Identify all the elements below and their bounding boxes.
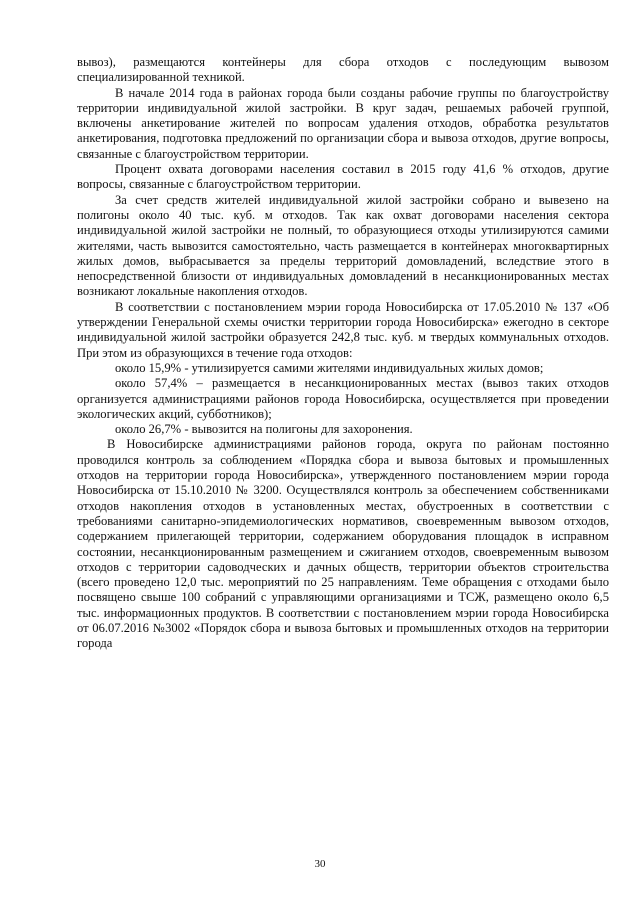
paragraph-4: За счет средств жителей индивидуальной жилой застройки собрано и вывезено на полигоны около 40 тыс. куб. м отходов. Так как охват договорами населения сектора индивидуальной жилой застройки не полный, то образующиеся отходы утилизируются самими жителями, часть вывозится самостоятельно, часть размещается в контейнерах многоквартирных жилых домов, выбрасывается за пределы территорий домовладений, вследствие этого в непосредственной близости от индивидуальных домовладений в несанкционированных местах возникают локальные накопления отходов. [77, 192, 609, 299]
document-body [77, 55, 609, 652]
paragraph-6: В Новосибирске администрациями районов города, округа по районам постоянно проводился контроль за соблюдением «Порядка сбора и вывоза бытовых и промышленных отходов на территории города Новосибирска», утвержденного постановлением мэрии города Новосибирска от 15.10.2010 № 3200. Осуществлялся контроль за обеспечением собственниками отходов накопления отходов в установленных местах, обустроенных в соответствии с требованиями санитарно-эпидемиологических нормативов, своевременным вывозом отходов, содержанием прилегающей территории, содержанием оборудования площадок в исправном состоянии, несанкционированным размещением и сжиганием отходов, своевременным вывозом отходов с территории садоводческих и дачных обществ, территории объектов строительства (всего проведено 12,0 тыс. мероприятий по 25 направлениям. Теме обращения с отходами было посвящено свыше 100 собраний с управляющими организациями и ТСЖ, размещено около 6,5 тыс. информационных продуктов. В соответствии с постановлением мэрии города Новосибирска от 06.07.2016 №3002 «Порядок сбора и вывоза бытовых и промышленных отходов на территории города [77, 437, 609, 651]
paragraph-5: В соответствии с постановлением мэрии города Новосибирска от 17.05.2010 № 137 «Об утверждении Генеральной схемы очистки территории города Новосибирска» ежегодно в секторе индивидуальной жилой застройки образуется 242,8 тыс. куб. м твердых коммунальных отходов. При этом из образующихся в течение года отходов: [77, 299, 609, 360]
paragraph-1: вывоз), размещаются контейнеры для сбора отходов с последующим вывозом специализированной техникой. [77, 55, 609, 85]
list-item-3: около 26,7% - вывозится на полигоны для захоронения. [115, 422, 413, 437]
list-item-1: около 15,9% - утилизируется самими жителями индивидуальных жилых домов; [115, 360, 544, 375]
list-item-2: около 57,4% – размещается в несанкционированных местах (вывоз таких отходов организуется администрациями районов города Новосибирска, осуществляется при проведении экологических акций, субботников); [77, 376, 609, 421]
paragraph-2: В начале 2014 года в районах города были созданы рабочие группы по благоустройству территории индивидуальной жилой застройки. В круг задач, решаемых рабочей группой, включены анкетирование жителей по вопросам удаления отходов, обработка результатов анкетирования, подготовка предложений по организации сбора и вывоза отходов, другие вопросы, связанные с благоустройством территории. [77, 85, 609, 161]
page-number: 30 [314, 858, 326, 870]
paragraph-3: Процент охвата договорами населения составил в 2015 году 41,6 % отходов, другие вопросы, связанные с благоустройством территории. [77, 162, 609, 192]
